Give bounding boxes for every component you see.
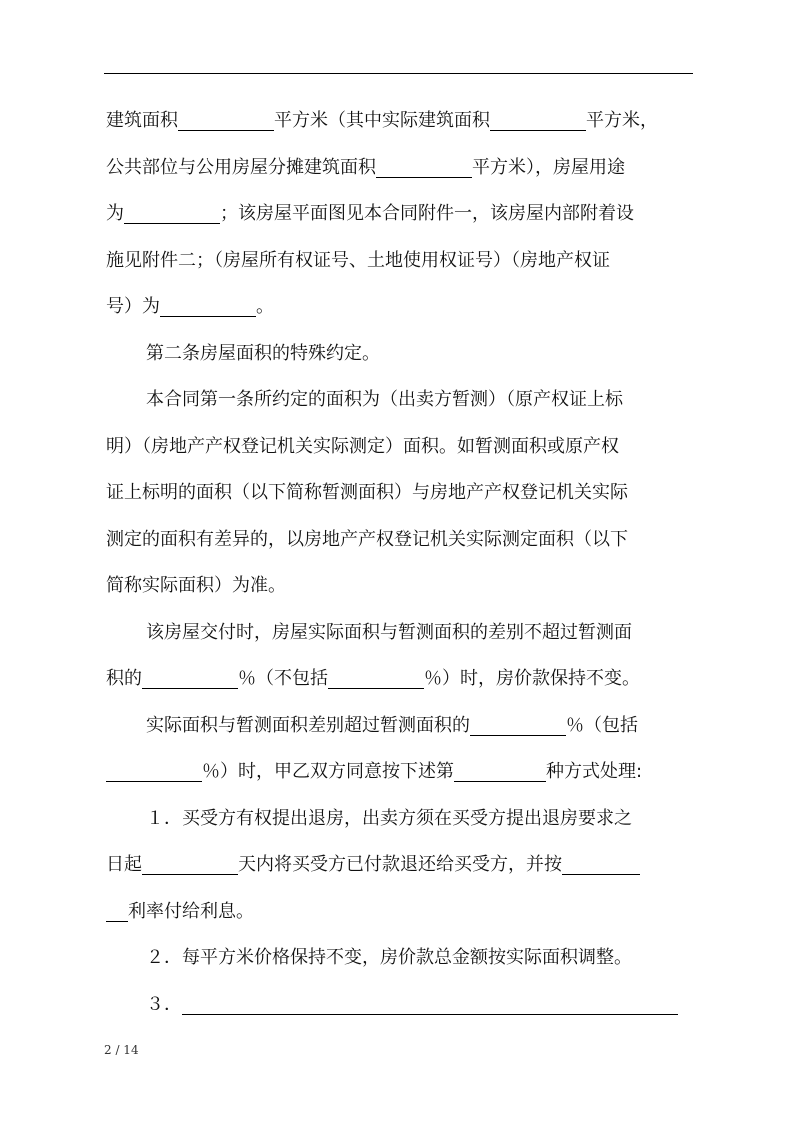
paragraph-line: 简称实际面积）为准。 [106,575,286,596]
fill-blank [106,759,202,782]
fill-blank [160,294,256,317]
text-segment: 平方米），房屋用途 [472,156,625,178]
fill-blank [142,666,238,689]
page-number: 2 / 14 [104,1043,139,1057]
text-segment: 利率付给利息。 [128,900,254,922]
text-segment: ３． [146,993,182,1015]
line-method [106,749,686,796]
text-segment: 平方米， [586,110,658,131]
article-two-heading: 第二条房屋面积的特殊约定。 [146,342,380,364]
paragraph-line: 测定的面积有差异的，以房地产产权登记机关实际测定面积（以下 [106,528,628,550]
header-rule [104,73,693,74]
contract-body [106,98,686,1028]
clause-1: １．买受方有权提出退房，出卖方须在买受方提出退房要求之 [146,807,632,829]
line-building-area [106,98,686,145]
fill-blank [376,155,472,178]
text-segment: 积的 [106,668,142,689]
text-segment: ％（包括 [566,714,638,736]
text-segment: 实际面积与暂测面积差别超过暂测面积的 [146,714,470,736]
fill-blank [328,666,424,689]
fill-blank [178,108,274,131]
clause-2: ２．每平方米价格保持不变，房价款总金额按实际面积调整。 [146,947,632,968]
text-segment: 天内将买受方已付款退还给买受方，并按 [238,854,562,875]
line-tolerance [106,656,686,703]
fill-blank [470,713,566,736]
fill-blank [142,852,238,875]
line-usage [106,191,686,238]
paragraph-line: 明）（房地产产权登记机关实际测定）面积。如暂测面积或原产权 [106,435,619,457]
text-segment: ％）时，甲乙双方同意按下述第 [202,761,454,782]
text-segment: 。 [256,296,274,317]
text-segment: ；该房屋平面图见本合同附件一，该房屋内部附着设 [220,203,634,224]
line-refund [106,842,686,889]
paragraph-line: 证上标明的面积（以下简称暂测面积）与房地产产权登记机关实际 [106,482,628,503]
paragraph-line: 本合同第一条所约定的面积为（出卖方暂测）（原产权证上标 [146,389,623,410]
fill-blank [454,759,546,782]
text-segment: ％（不包括 [238,668,328,689]
text-segment: 为 [106,203,124,224]
text-segment: 号）为 [106,296,160,317]
paragraph-line: 该房屋交付时，房屋实际面积与暂测面积的差别不超过暂测面 [146,621,632,643]
text-segment: 平方米（其中实际建筑面积 [274,110,490,131]
fill-blank [490,108,586,131]
line-interest [106,889,686,936]
text-segment: 日起 [106,854,142,875]
fill-blank [106,899,128,922]
line-cert-number [106,284,686,331]
text-segment: ％）时，房价款保持不变。 [424,668,640,689]
clause-3 [106,982,686,1029]
text-segment: 公共部位与公用房屋分摊建筑面积 [106,156,376,178]
line-exceed [106,703,686,750]
fill-blank [182,992,678,1015]
fill-blank [124,201,220,224]
line-attachment: 施见附件二；（房屋所有权证号、土地使用权证号）（房地产权证 [106,249,610,271]
line-shared-area [106,145,686,192]
text-segment: 种方式处理: [546,761,643,782]
fill-blank [562,852,640,875]
text-segment: 建筑面积 [106,110,178,131]
